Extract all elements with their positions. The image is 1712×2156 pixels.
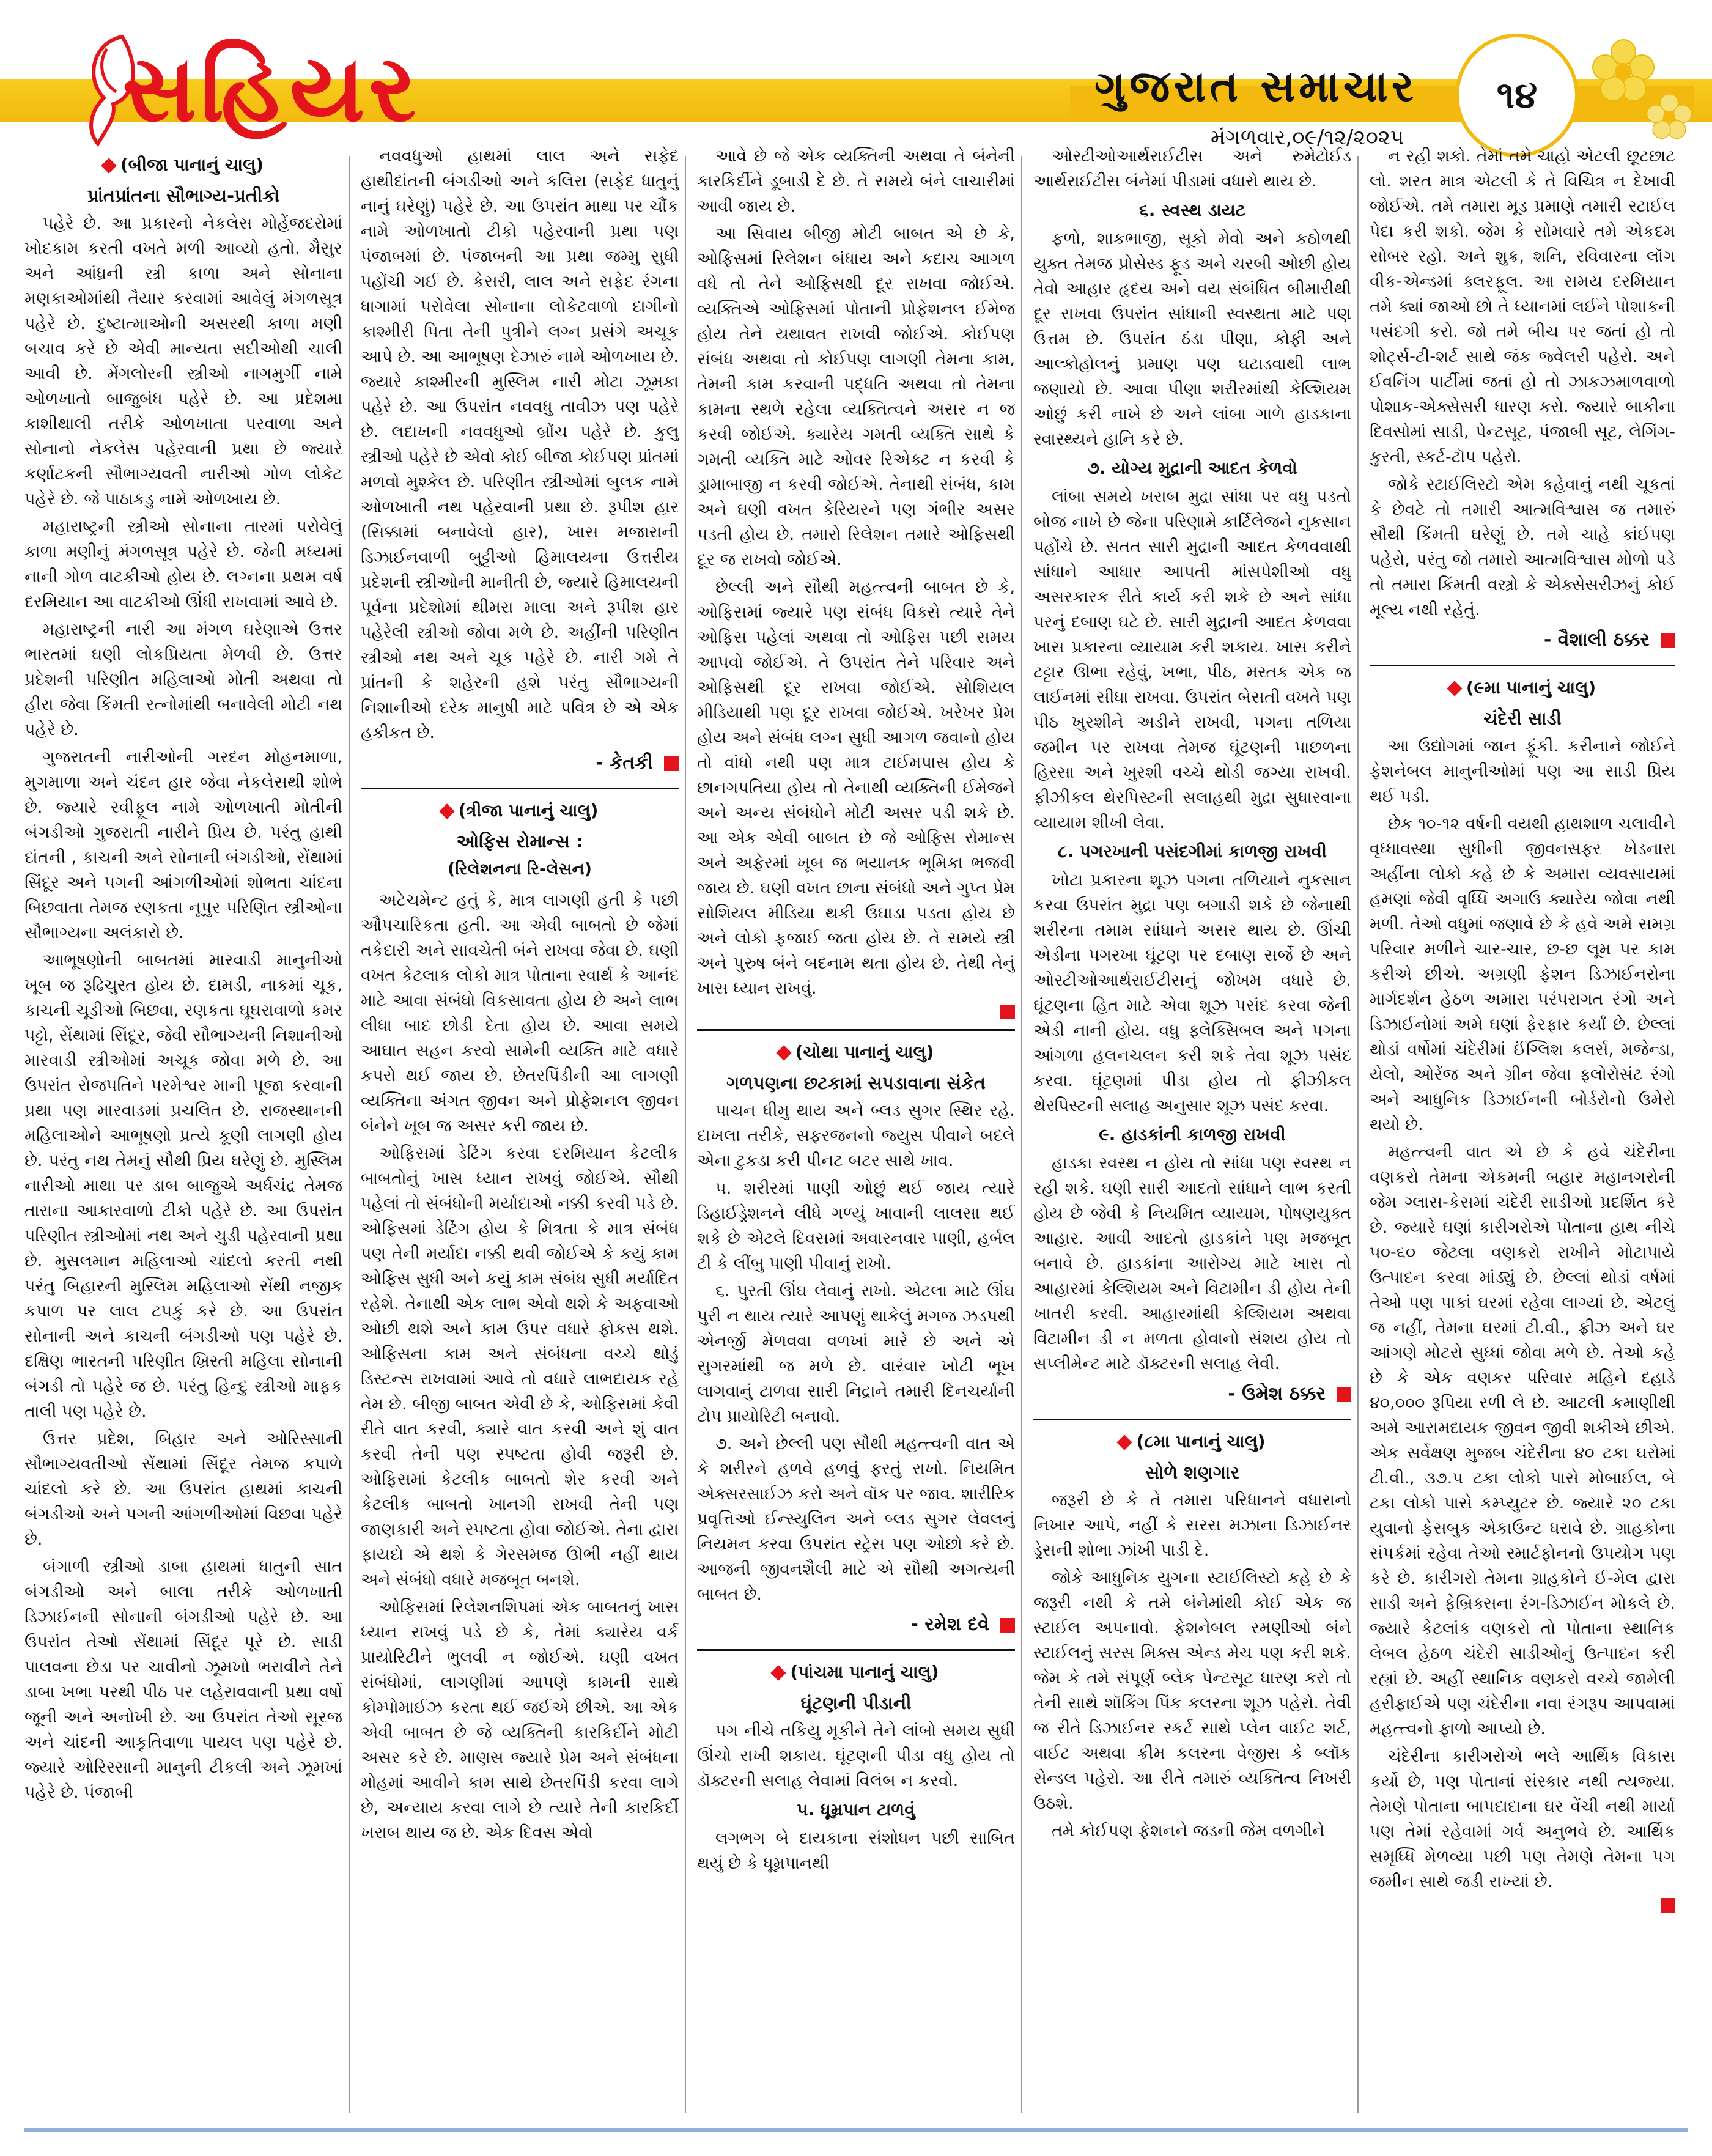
paragraph: મહારાષ્ટ્રની સ્ત્રીઓ સોનાના તારમાં પરોવેલું કાળા મણીનું મંગળસૂત્ર પહેરે છે. જેની મધ્યમાં નાની ગોળ વાટકીઓ હોય છે. લગ્નના પ્રથમ વર્ષ દરમિયાન આ વાટકીઓ ઊંધી રાખવામાં આવે છે. xyxy=(24,517,342,611)
paragraph: ખોટા પ્રકારના શૂઝ પગના તળિયાને નુકસાન કરવા ઉપરાંત મુદ્રા પણ બગાડી શકે છે જેનાથી શરીરના તમામ સાંધાને અસર થાય છે. ઊંચી એડીના પગરખા ઘૂંટણ પર દબાણ સર્જે છે અને ઓસ્ટીઓઆર્થરાઈટીસનું જોખમ વધારે છે. ઘૂંટણના હિત માટે એવા શૂઝ પસંદ કરવા જેની એડી નાની હોય. વધુ ફ્લેક્સિબલ અને પગના આંગળા હલનચલન કરી શકે તેવા શૂઝ પસંદ કરવા. ઘૂંટણમાં પીડા હોય તો ફીઝીકલ થેરપિસ્ટની સલાહ અનુસાર શૂઝ પસંદ કરવા. xyxy=(1033,871,1351,1115)
section-heading: ૯. હાડકાંની કાળજી રાખવી xyxy=(1099,1124,1286,1145)
paragraph: ઓફિસમાં ડેટિંગ કરવા દરમિયાન કેટલીક બાબતોનું ખાસ ધ્યાન રાખવું જોઈએ. સૌથી પહેલાં તો સંબંધોની મર્યાદાઓ નક્કી કરવી પડે છે. ઓફિસમાં ડેટિંગ હોય કે મિત્રતા કે માત્ર સંબંધ પણ તેની મર્યાદા નક્કી થવી જોઈએ કે કયું કામ ઓફિસ સુધી અને કયું કામ સંબંધ સુધી મર્યાદિત રહેશે. તેનાથી એક લાભ એવો થશે કે અફવાઓ ઓછી થશે અને કામ ઉપર વધારે ફોકસ થશે. ઓફિસના કામ અને સંબંધના વચ્ચે થોડું ડિસ્ટન્સ રાખવામાં આવે તો વધારે લાભદાયક રહે તેમ છે. બીજી બાબત એવી છે કે, ઓફિસમાં કેવી રીતે વાત કરવી, ક્યારે વાત કરવી અને શું વાત કરવી તેની પણ સ્પષ્ટતા હોવી જરૂરી છે. ઓફિસમાં કેટલીક બાબતો શેર કરવી અને કેટલીક બાબતો ખાનગી રાખવી તેની પણ જાણકારી અને સ્પષ્ટતા હોવા જોઈએ. તેના દ્વારા ફાયદો એ થશે કે ગેરસમજ ઊભી નહીં થાય અને સંબંધો વધારે મજબૂત બનશે. xyxy=(361,1144,679,1589)
separator xyxy=(697,1029,1015,1031)
paragraph: પહેરે છે. આ પ્રકારનો નેકલેસ મોહેંજદરોમાં ખોદકામ કરતી વખતે મળી આવ્યો હતો. મૈસુર અને આંધ્રની સ્ત્રી કાળા અને સોનાના મણકાઓમાંથી તૈયાર કરવામાં આવેલું મંગળસૂત્ર પહેરે છે. દુષ્ટાત્માઓની અસરથી કાળા મણી બચાવ કરે છે એવી માન્યતા સદીઓથી ચાલી આવી છે. મેંગલોરની સ્ત્રીઓ નાગમુર્ગી નામે ઓળખાતો બાજુબંધ પહેરે છે. આ પ્રદેશમા કાશીથાલી તરીકે ઓળખાતા પરવાળા અને સોનાનો નેકલેસ પહેરવાની પ્રથા છે જ્યારે કર્ણાટકની સૌભાગ્યવતી નારીઓ ગોળ લોકેટ પહેરે છે. જે પાઠાકડુ નામે ઓળખાય છે. xyxy=(24,214,342,509)
paragraph: પગ નીચે તકિયુ મૂકીને તેને લાંબો સમય સુધી ઊંચો રાખી શકાય. ઘૂંટણની પીડા વધુ હોય તો ડૉક્ટરની સલાહ લેવામાં વિલંબ ન કરવો. xyxy=(697,1721,1015,1790)
column-4 xyxy=(1033,144,1351,2125)
column-divider xyxy=(1021,156,1022,2113)
paragraph: મહારાષ્ટ્રની નારી આ મંગળ ઘરેણાએ ઉત્તર ભારતમાં ઘણી લોકપ્રિયતા મેળવી છે. ઉત્તર પ્રદેશની પરિણીત મહિલાઓ મોતી અથવા તો હીરા જેવા કિંમતી રત્નોમાંથી બનાવેલી મોટી નથ પહેરે છે. xyxy=(24,620,342,739)
article-title: ઓફિસ રોમાન્સ : xyxy=(456,831,583,852)
flower-decoration-icon xyxy=(1645,92,1694,141)
column-3 xyxy=(697,144,1015,2125)
paragraph: ચંદેરીના કારીગરોએ ભલે આર્થિક વિકાસ કર્યો છે, પણ પોતાનાં સંસ્કાર નથી ત્યજ્યા. તેમણે પોતાના બાપદાદાના ઘર વેંચી નથી માર્યા પણ તેમાં રહેવામાં ગર્વ અનુભવે છે. આર્થિક સમૃધ્ધિ મેળવ્યા પછી પણ તેમણે તેમના પગ જમીન સાથે જડી રાખ્યાં છે. xyxy=(1370,1747,1675,1891)
paragraph: છેક ૧૦-૧૨ વર્ષની વયથી હાથશાળ ચલાવીને વૃધ્ધાવસ્થા સુધીની જીવનસફર ખેડનારા અહીંના લોકો કહે છે કે અમારા વ્યવસાયમાં હમણાં જેવી વૃધ્ધિ અગાઉ ક્યારેય જોવા નથી મળી. તેઓ વધુમાં જણાવે છે કે હવે અમે સમગ્ર પરિવાર મળીને ચાર-ચાર, છ-છ લૂમ પર કામ કરીએ છીએ. અગ્રણી ફેશન ડિઝાઈનરોના માર્ગદર્શન હેઠળ અમારા પરંપરાગત રંગો અને ડિઝાઈનોમાં અમે ઘણાં ફેરફાર કર્યાં છે. છેલ્લાં થોડાં વર્ષોમાં ચંદેરીમાં ઈંગ્લિશ કલર્સ, મજેન્ડા, યેલો, ઓરેંજ અને ગ્રીન જેવા ફ્લોરોસંટ રંગો અને આધુનિક ડિઝાઈનની બોર્ડરોનો ઉમેરો થયો છે. xyxy=(1370,814,1675,1134)
separator xyxy=(1370,665,1675,666)
paragraph: ઉત્તર પ્રદેશ, બિહાર અને ઓરિસ્સાની સૌભાગ્યવતીઓ સેંથામાં સિંદૂર તેમજ કપાળે ચાંદલો કરે છે. આ ઉપરાંત હાથમાં કાચની બંગડીઓ અને પગની આંગળીઓમાં વિછવા પહેરે છે. xyxy=(24,1430,342,1549)
paragraph: નવવધુઓ હાથમાં લાલ અને સફેદ હાથીદાંતની બંગડીઓ અને કલિરા (સફેદ ધાતુનું નાનું ઘરેણું) પહેરે છે. આ ઉપરાંત માથા પર ચૌંક નામે ઓળખાતો ટીકો પહેરવાની પ્રથા પણ પંજાબમાં છે. પંજાબની આ પ્રથા જમ્મુ સુધી પહોંચી ગઈ છે. કેસરી, લાલ અને સફેદ રંગના ધાગામાં પરોવેલા સોનાના લોકેટવાળો દાગીનો કાશ્મીરી પિતા તેની પુત્રીને લગ્ન પ્રસંગે અચૂક આપે છે. આ આભૂષણ દેઝારું નામે ઓળખાય છે. જ્યારે કાશ્મીરની મુસ્લિમ નારી મોટા ઝૂમકા પહેરે છે. આ ઉપરાંત નવવધુ તાવીઝ પણ પહેરે છે. લદાખની નવવધુઓ બ્રોંચ પહેરે છે. કુલુ સ્ત્રીઓ પહેરે છે એવો કોઈ બીજા કોઈપણ પ્રાંતમાં મળવો મુશ્કેલ છે. પરિણીત સ્ત્રીઓમાં બુલક નામે ઓળખાતી નથ પહેરવાની પ્રથા છે. રૂપીશ હાર (સિક્કામાં બનાવેલો હાર), ખાસ મજારાની ડિઝાઈનવાળી બુટ્ટીઓ હિમાલયના ઉત્તરીય પ્રદેશની સ્ત્રીઓની માનીતી છે, જ્યારે હિમાલયની પૂર્વના પ્રદેશોમાં થીમરા માલા અને રૂપીશ હાર પહેરેલી સ્ત્રીઓ જોવા મળે છે. અહીંની પરિણીત સ્ત્રીઓ નથ અને ચૂક પહેરે છે. નારી ગમે તે પ્રાંતની કે શહેરની હશે પરંતુ સૌભાગ્યની નિશાનીઓ દરેક માનુષી માટે પવિત્ર છે એ એક હકીકત છે. xyxy=(361,147,679,742)
page-header xyxy=(0,0,1712,150)
paragraph: લાંબા સમયે ખરાબ મુદ્રા સાંધા પર વધુ પડતો બોજ નાખે છે જેના પરિણામે કાર્ટિલેજને નુકસાન પહોંચે છે. સતત સારી મુદ્રાની આદત કેળવવાથી સાંધાને આધાર આપતી માંસપેશીઓ વધુ અસરકારક રીતે કાર્ય કરી શકે છે અને સાંધા પરનું દબાણ ઘટે છે. સારી મુદ્રાની આદત કેળવવા ખાસ પ્રકારના વ્યાયામ કરી શકાય. ખાસ કરીને ટટ્ટાર ઊભા રહેવું, ખભા, પીઠ, મસ્તક એક જ લાઈનમાં સીધા રાખવા. ઉપરાંત બેસતી વખતે પણ પીઠ ખુરશીને અડીને રાખવી, પગના તળિયા જમીન પર રાખવા તેમજ ઘૂંટણની પાછળના હિસ્સા અને ખુરશી વચ્ચે થોડી જગ્યા રાખવી. ફીઝીકલ થેરપિસ્ટની સલાહથી મુદ્રા સુધારવાના વ્યાયામ શીખી લેવા. xyxy=(1033,487,1351,832)
continued-label: (બીજા પાનાનું ચાલુ) xyxy=(24,152,342,177)
end-mark xyxy=(1661,1898,1675,1913)
paragraph: તમે કોઈપણ ફેશનને જડની જેમ વળગીને xyxy=(1052,1822,1325,1840)
paragraph: ૭. અને છેલ્લી પણ સૌથી મહત્ત્વની વાત એ કે શરીરને હળવે હળવું ફરતું રાખો. નિયમિત એક્સરસાઈઝ કરો અને વૉક પર જાવ. શારીરિક પ્રવૃત્તિઓ ઈન્સ્યુલિન અને બ્લડ સુગર લેવલનું નિયમન કરવા ઉપરાંત સ્ટ્રેસ પણ ઓછો કરે છે. આજની જીવનશૈલી માટે એ સૌથી અગત્યની બાબત છે. xyxy=(697,1434,1015,1604)
separator xyxy=(361,788,679,789)
paragraph: ન રહી શકો. તેમાં તમે ચાહો એટલી છૂટછાટ લો. શરત માત્ર એટલી કે તે વિચિત્ર ન દેખાવી જોઈએ. તમે તમારા મૂડ પ્રમાણે તમારી સ્ટાઈલ પેદા કરી શકો. જેમ કે સોમવારે તમે એકદમ સોબર રહો. અને શુક્ર, શનિ, રવિવારના લૉંગ વીક-એન્ડમાં ક્લરફૂલ. આ સમય દરમિયાન તમે ક્યાં જાઓ છો તે ધ્યાનમાં લઈને પોશાકની પસંદગી કરો. જો તમે બીચ પર જતાં હો તો શોર્ટ્સ-ટી-શર્ટ સાથે જંક જ્વેલરી પહેરો. અને ઈવનિંગ પાર્ટીમાં જતાં હો તો ઝાકઝમાળવાળો પોશાક-એક્સેસરી ધારણ કરો. જ્યારે બાકીના દિવસોમાં સાડી, પેન્ટસૂટ, પંજાબી સૂટ, લેગિંગ-કુરતી, સ્કર્ટ-ટૉપ પહેરો. xyxy=(1370,147,1675,467)
continued-label: (ત્રીજા પાનાનું ચાલુ) xyxy=(361,798,679,823)
paragraph: પાચન ધીમુ થાય અને બ્લડ સુગર સ્થિર રહે. દાખલા તરીકે, સફરજનનો જ્યુસ પીવાને બદલે એના ટુકડા કરી પીનટ બટર સાથે ખાવ. xyxy=(697,1101,1015,1170)
paragraph: હાડકા સ્વસ્થ ન હોય તો સાંધા પણ સ્વસ્થ ન રહી શકે. ઘણી સારી આદતો સાંધાને લાભ કરતી હોય છે જેવી કે નિયમિત વ્યાયામ, પોષણયુક્ત આહાર. આવી આદતો હાડકાંને પણ મજબૂત બનાવે છે. હાડકાંના આરોગ્ય માટે ખાસ તો આહારમાં કેલ્શિયમ અને વિટામીન ડી હોય તેની ખાતરી કરવી. આહારમાંથી કેલ્શિયમ અથવા વિટામીન ડી ન મળતા હોવાનો સંશય હોય તો સપ્લીમેન્ટ માટે ડૉક્ટરની સલાહ લેવી. xyxy=(1033,1154,1351,1373)
paragraph: મહત્ત્વની વાત એ છે કે હવે ચંદેરીના વણકરો તેમના એકમની બહાર મહાનગરોની જેમ ગ્લાસ-કેસમાં ચંદેરી સાડીઓ પ્રદર્શિત કરે છે. જ્યારે ઘણાં કારીગરોએ પોતાના હાથ નીચે ૫૦-૬૦ જેટલા વણકરો રાખીને મોટાપાયે ઉત્પાદન કરવા માંડ્યું છે. છેલ્લાં થોડાં વર્ષમાં તેઓ પણ પાકાં ઘરમાં રહેવા લાગ્યાં છે. એટલું જ નહીં, તેમના ઘરમાં ટી.વી., ફ્રીઝ અને ઘર આંગણે મોટરો સુધ્ધાં જોવા મળે છે. તેઓ કહે છે કે એક વણકર પરિવાર મહિને દહાડે ૪૦,૦૦૦ રૂપિયા રળી લે છે. આટલી કમાણીથી અમે આરામદાયક જીવન જીવી શકીએ છીએ. એક સર્વેક્ષણ મુજબ ચંદેરીના ૪૦ ટકા ઘરોમાં ટી.વી., ૩૭.૫ ટકા લોકો પાસે મોબાઈલ, બે ટકા લોકો પાસે કમ્પ્યુટર છે. જ્યારે ૨૦ ટકા યુવાનો ફેસબુક એકાઉન્ટ ધરાવે છે. ગ્રાહકોના સંપર્કમાં રહેવા તેઓ સ્માર્ટફોનનો ઉપયોગ પણ કરે છે. કારીગરો તેમના ગ્રાહકોને ઈ-મેલ દ્વારા સાડી અને ફેબ્રિક્સના રંગ-ડિઝાઈન મોકલે છે. જ્યારે કેટલાંક વણકરો તો પોતાના સ્થાનિક લેબલ હેઠળ ચંદેરી સાડીઓનું ઉત્પાદન કરી રહ્યાં છે. અહીં સ્થાનિક વણકરો વચ્ચે જામેલી હરીફાઈએ પણ ચંદેરીના નવા રંગરૂપ આપવામાં મહત્ત્વનો ફાળો આપ્યો છે. xyxy=(1370,1143,1675,1738)
paragraph: આ ઉદ્યોગમાં જાન ફૂંકી. કરીનાને જોઈને ફેશનેબલ માનુનીઓમાં પણ આ સાડી પ્રિય થઈ પડી. xyxy=(1370,737,1675,806)
article-columns xyxy=(24,144,1675,2125)
article-title: ગળપણના છટકામાં સપડાવાના સંકેત xyxy=(726,1072,986,1093)
column-divider xyxy=(349,156,350,2113)
footer-rule xyxy=(24,2128,1688,2132)
paragraph: ઓસ્ટીઓઆર્થરાઈટીસ અને રુમેટોઈડ આર્થરાઈટીસ બંનેમાં પીડામાં વધારો થાય છે. xyxy=(1033,147,1351,191)
article-title: પ્રાંતપ્રાંતના સૌભાગ્ય-પ્રતીકો xyxy=(87,185,280,206)
article-title: ઘૂંટણની પીડાની xyxy=(800,1693,912,1713)
section-heading: ૬. સ્વસ્થ ડાયટ xyxy=(1139,200,1245,220)
column-2 xyxy=(361,144,679,2125)
continued-label: (૯મા પાનાનું ચાલુ) xyxy=(1370,675,1675,700)
paragraph: અટેચમેન્ટ હતું કે, માત્ર લાગણી હતી કે પછી ઔપચારિકતા હતી. આ એવી બાબતો છે જેમાં તકેદારી અને સાવચેતી બંને રાખવા જેવા છે. ઘણી વખત કેટલાક લોકો માત્ર પોતાના સ્વાર્થ કે આનંદ માટે આવા સંબંધો વિકસાવતા હોય છે અને લાભ લીધા બાદ છોડી દેતા હોય છે. આવા સમયે આઘાત સહન કરવો સામેની વ્યક્તિ માટે વધારે કપરો થઈ જાય છે. છેતરપિંડીની આ લાગણી વ્યક્તિના અંગત જીવન અને પ્રોફેશનલ જીવન બંનેને ખૂબ જ અસર કરી જાય છે. xyxy=(361,891,679,1135)
dateline: મંગળવાર,૦૯/૧૨/૨૦૨૫ xyxy=(1211,125,1404,150)
separator xyxy=(697,1649,1015,1651)
continued-label: (૮મા પાનાનું ચાલુ) xyxy=(1033,1429,1351,1454)
article-subtitle: (રિલેશનના રિ-લેસન) xyxy=(448,860,592,879)
byline: - કેતકી xyxy=(361,750,679,775)
column-1 xyxy=(24,144,342,2125)
page-number-badge: ૧૪ xyxy=(1455,34,1579,157)
column-divider xyxy=(685,156,686,2113)
paragraph: ઓફિસમાં રિલેશનશિપમાં એક બાબતનું ખાસ ધ્યાન રાખવું પડે છે કે, તેમાં ક્યારેય વર્ક પ્રાયોરિટીને ભુલવી ન જોઈએ. ઘણી વખત સંબંધોમાં, લાગણીમાં આપણે કામની સાથે કોમ્પોમાઈઝ કરતા થઈ જઈએ છીએ. આ એક એવી બાબત છે જે વ્યક્તિની કારકિર્દીને મોટી અસર કરે છે. માણસ જ્યારે પ્રેમ અને સંબંધના મોહમાં આવીને કામ સાથે છેતરપિંડી કરવા લાગે છે, અન્યાય કરવા લાગે છે ત્યારે તેની કારકિર્દી ખરાબ થાય જ છે. એક દિવસ એવો xyxy=(361,1598,679,1842)
byline: - રમેશ દવે xyxy=(697,1612,1015,1637)
paragraph: આવે છે જે એક વ્યક્તિની અથવા તે બંનેની કારકિર્દીને ડૂબાડી દે છે. તે સમયે બંને લાચારીમાં આવી જાય છે. xyxy=(697,147,1015,216)
end-mark xyxy=(1000,1005,1015,1019)
paragraph: આભૂષણોની બાબતમાં મારવાડી માનુનીઓ ખૂબ જ રૂઢિચુસ્ત હોય છે. દામડી, નાકમાં ચૂક, કાચની ચૂડીઓ બિછવા, રણકતા ઘૂઘરાવાળો કમર પટ્ટો, સેંથામાં સિંદૂર, જેવી સૌભાગ્યની નિશાનીઓ મારવાડી સ્ત્રીઓમાં અચૂક જોવા મળે છે. આ ઉપરાંત રોજપતિને પરમેશ્વર માની પૂજા કરવાની પ્રથા પણ મારવાડમાં પ્રચલિત છે. રાજસ્થાનની મહિલાઓને આભૂષણો પ્રત્યે કૂણી લાગણી હોય છે. પરંતુ નથ તેમનું સૌથી પ્રિય ઘરેણું છે. મુસ્લિમ નારીઓ માથા પર ડાબ બાજુએ અર્ધચંદ્ર તેમજ તારાના આકારવાળો ટીકો પહેરે છે. આ ઉપરાંત પરિણીત સ્ત્રીઓમાં નથ અને ચુડી પહેરવાની પ્રથા છે. મુસલમાન મહિલાઓ ચાંદલો કરતી નથી પરંતુ બિહારની મુસ્લિમ મહિલાઓ સેંથી નજીક કપાળ પર લાલ ટપકું કરે છે. આ ઉપરાંત સોનાની અને કાચની બંગડીઓ પણ પહેરે છે. દક્ષિણ ભારતની પરિણીત ખ્રિસ્તી મહિલા સોનાની બંગડી તો પહેરે જ છે. પરંતુ હિન્દુ સ્ત્રીઓ માફક તાલી પણ પહેરે છે. xyxy=(24,951,342,1421)
paragraph: ફળો, શાકભાજી, સૂકો મેવો અને કઠોળથી યુક્ત તેમજ પ્રોસેસ્ડ ફૂડ અને ચરબી ઓછી હોય તેવો આહાર હૃદય અને વય સંબંધિત બીમારીથી દૂર રાખવા ઉપરાંત સાંધાની સ્વસ્થતા માટે પણ ઉત્તમ છે. ઉપરાંત ઠંડા પીણા, કોફી અને આલ્કોહોલનું પ્રમાણ પણ ઘટાડવાથી લાભ જણાયો છે. આવા પીણા શરીરમાંથી કેલ્શિયમ ઓછું કરી નાખે છે અને લાંબા ગાળે હાડકાના સ્વાસ્થ્યને હાનિ કરે છે. xyxy=(1033,229,1351,449)
paragraph: ૫. શરીરમાં પાણી ઓછું થઈ જાય ત્યારે ડિહાઈડ્રેશનને લીધે ગળ્યું ખાવાની લાલસા થઈ શકે છે એટલે દિવસમાં અવારનવાર પાણી, હર્બલ ટી કે લીંબુ પાણી પીવાનું રાખો. xyxy=(697,1179,1015,1273)
paragraph: જોકે સ્ટાઈલિસ્ટો એમ કહેવાનું નથી ચૂકતાં કે છેવટે તો તમારી આત્મવિશ્વાસ જ તમારું સૌથી કિંમતી ઘરેણું છે. તમે ચાહે કાંઈપણ પહેરો, પરંતુ જો તમારો આત્મવિશ્વાસ મોળો પડે તો તમારા કિંમતી વસ્ત્રો કે એક્સેસરીઝનું કોઈ મૂલ્ય નથી રહેતું. xyxy=(1370,475,1675,619)
paragraph: ૬. પુરતી ઊંઘ લેવાનું રાખો. એટલા માટે ઊંઘ પુરી ન થાય ત્યારે આપણું થાકેલું મગજ ઝડપથી એનર્જી મેળવવા વળખાં મારે છે અને એ સુગરમાંથી જ મળે છે. વારંવાર ખોટી ભૂખ લાગવાનું ટાળવા સારી નિદ્રાને તમારી દિનચર્યાની ટોપ પ્રાયોરિટી બનાવો. xyxy=(697,1282,1015,1426)
column-5 xyxy=(1370,144,1675,2125)
article-title: સોળે શણગાર xyxy=(1145,1462,1240,1483)
paragraph: છેલ્લી અને સૌથી મહત્ત્વની બાબત છે કે, ઓફિસમાં જ્યારે પણ સંબંધ વિક્સે ત્યારે તેને ઓફિસ પહેલાં અથવા તો ઓફિસ પછી સમય આપવો જોઈએ. તે ઉપરાંત તેને પરિવાર અને ઓફિસથી દૂર રાખવા જોઈએ. સોશિયલ મીડિયાથી પણ દૂર રાખવા જોઈએ. ખરેખર પ્રેમ હોય અને સંબંધ લગ્ન સુધી આગળ જવાનો હોય તો વાંધો નથી પણ માત્ર ટાઈમપાસ હોય કે છાનગપતિયા હોય તો તેનાથી વ્યક્તિની ઈમેજને અને અન્ય સંબંધોને મોટી અસર પડી શકે છે. આ એક એવી બાબત છે જે ઓફિસ રોમાન્સ અને અફેરમાં ખૂબ જ ભયાનક ભૂમિકા ભજવી જાય છે. ઘણી વખત છાના સંબંધો અને ગુપ્ત પ્રેમ સોશિયલ મીડિયા થકી ઉઘાડા પડતા હોય છે અને લોકો ફજાઈ જતા હોય છે. તે સમયે સ્ત્રી અને પુરુષ બંને બદનામ થતા હોય છે. તેથી તેનું ખાસ ધ્યાન રાખવું. xyxy=(697,578,1015,998)
section-heading: ૭. યોગ્ય મુદ્રાની આદત કેળવો xyxy=(1087,458,1297,478)
paragraph: બંગાળી સ્ત્રીઓ ડાબા હાથમાં ધાતુની સાત બંગડીઓ અને બાલા તરીકે ઓળખાતી ડિઝાઈનની સોનાની બંગડીઓ પહેરે છે. આ ઉપરાંત તેઓ સેંથામાં સિંદૂર પૂરે છે. સાડી પાલવના છેડા પર ચાવીનો ઝૂમખો ભરાવીને તેને ડાબા ખભા પરથી પીઠ પર લહેરાવવાની પ્રથા વર્ષો જૂની અને અનોખી છે. આ ઉપરાંત તેઓ સૂરજ અને ચાંદની આકૃતિવાળા પાયલ પણ પહેરે છે. જ્યારે ઓરિસ્સાની માનુની ટીકલી અને ઝૂમખાં પહેરે છે. પંજાબી xyxy=(24,1557,342,1802)
separator xyxy=(1033,1419,1351,1420)
section-brand-title: સહિયર xyxy=(122,35,420,142)
paragraph: ગુજરાતની નારીઓની ગરદન મોહનમાળા, મુગમાળા અને ચંદન હાર જેવા નેકલેસથી શોભે છે. જ્યારે રવીફૂલ નામે ઓળખાતી મોતીની બંગડીઓ ગુજરાતી નારીને પ્રિય છે. પરંતુ હાથી દાંતની , કાચની અને સોનાની બંગડીઓ, સેંથામાં સિંદૂર અને પગની આંગળીઓમાં શોભતા ચાંદના બિછવાતા તેમજ રણકતા નૂપુર પરિણિત સ્ત્રીઓના સૌભાગ્યના અલંકારો છે. xyxy=(24,748,342,942)
paragraph: આ સિવાય બીજી મોટી બાબત એ છે કે, ઓફિસમાં રિલેશન બંધાય અને કદાચ આગળ વધે તો તેને ઓફિસથી દૂર રાખવા જોઈએ. વ્યક્તિએ ઓફિસમાં પોતાની પ્રોફેશનલ ઈમેજ હોય તેને યથાવત રાખવી જોઈએ. કોઈપણ સંબંધ અથવા તો કોઈપણ લાગણી તેમના કામ, તેમની કામ કરવાની પદ્ધતિ અથવા તો તેમના કામના સ્થળે રહેલા વ્યક્તિત્વને અસર ન જ કરવી જોઈએ. ક્યારેય ગમતી વ્યક્તિ સાથે કે ગમતી વ્યક્તિ માટે ઓવર રિએક્ટ ન કરવી કે ડ્રામાબાજી ન કરવી જોઈએ. તેનાથી સંબંધ, કામ અને ઘણી વખત કેરિયરને પણ ગંભીર અસર પડતી હોય છે. તમારો રિલેશન તમારે ઓફિસથી દૂર જ રાખવો જોઈએ. xyxy=(697,224,1015,569)
byline: - વૈશાલી ઠક્કર xyxy=(1370,627,1675,652)
continued-label: (પાંચમા પાનાનું ચાલુ) xyxy=(697,1659,1015,1685)
article-title: ચંદેરી સાડી xyxy=(1483,708,1562,729)
newspaper-masthead: ગુજરાત સમાચાર xyxy=(1094,61,1418,111)
section-heading: ૫. ધૂમ્રપાન ટાળવું xyxy=(797,1800,915,1820)
continued-label: (ચોથા પાનાનું ચાલુ) xyxy=(697,1039,1015,1065)
paragraph: જરૂરી છે કે તે તમારા પરિધાનને વધારાનો નિખાર આપે, નહીં કે સરસ મઝાના ડિઝાઈનર ડ્રેસની શોભા ઝાંખી પાડી દે. xyxy=(1033,1491,1351,1560)
paragraph: લગભગ બે દાયકાના સંશોધન પછી સાબિત થયું છે કે ધૂમ્રપાનથી xyxy=(697,1829,1015,1873)
paragraph: જોકે આધુનિક યુગના સ્ટાઈલિસ્ટો કહે છે કે જરૂરી નથી કે તમે બંનેમાંથી કોઈ એક જ સ્ટાઈલ અપનાવો. ફેશનેબલ રમણીઓ બંને સ્ટાઈલનું સરસ મિક્સ એન્ડ મેચ પણ કરી શકે. જેમ કે તમે સંપૂર્ણ બ્લેક પેન્ટસૂટ ધારણ કરો તો તેની સાથે શૉકિંગ પિંક કલરના શૂઝ પહેરો. તેવી જ રીતે ડિઝાઈનર સ્કર્ટ સાથે પ્લેન વાઈટ શર્ટ, વાઈટ અથવા ક્રીમ કલરના વેજીસ કે બ્લૉક સેન્ડલ પહેરો. આ રીતે તમારું વ્યક્તિત્વ નિખરી ઉઠશે. xyxy=(1033,1568,1351,1813)
byline: - ઉમેશ ઠક્કર xyxy=(1033,1381,1351,1406)
column-divider xyxy=(1357,156,1359,2113)
section-heading: ૮. પગરખાની પસંદગીમાં કાળજી રાખવી xyxy=(1058,841,1327,862)
